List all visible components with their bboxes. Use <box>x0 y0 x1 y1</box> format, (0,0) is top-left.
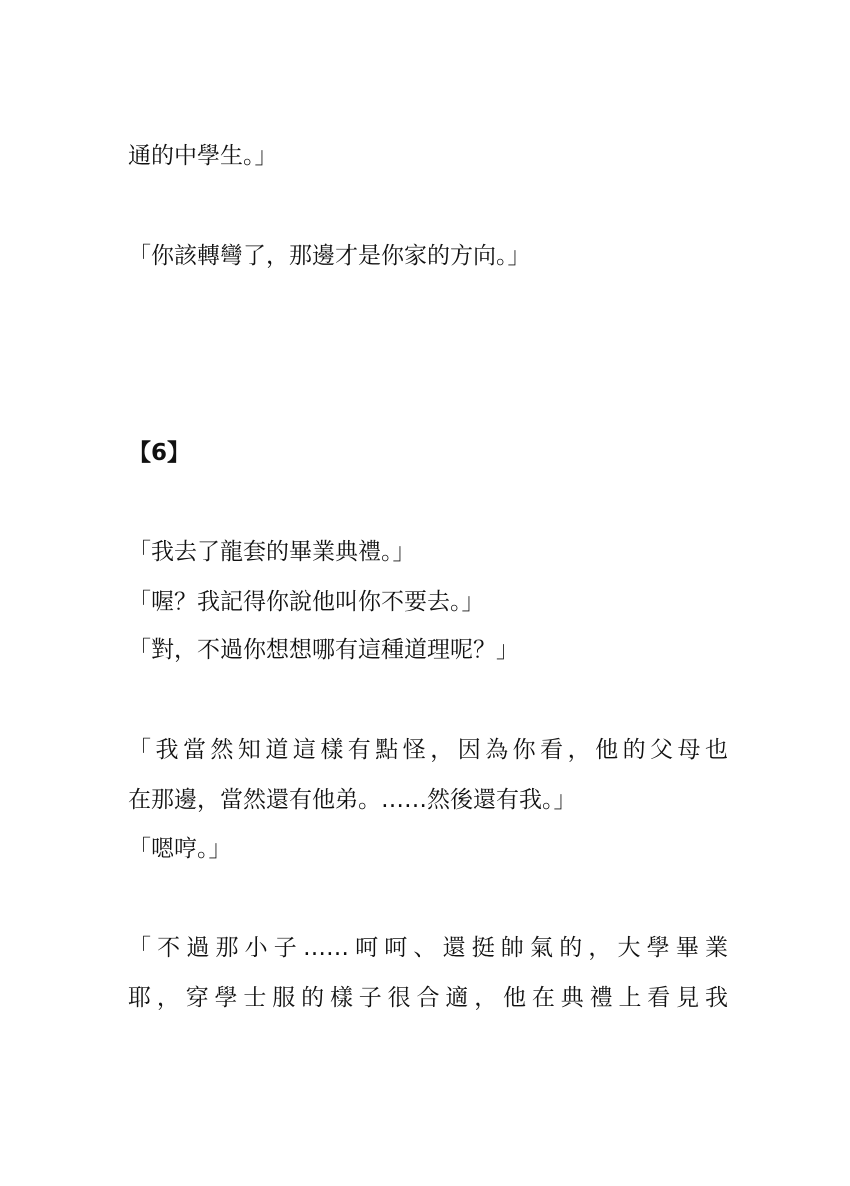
text-line-5: 「對，不過你想想哪有這種道理呢？」 <box>128 637 519 663</box>
text-line-7: 在那邊，當然還有他弟。……然後還有我。」 <box>128 787 577 813</box>
text-line-10: 耶，穿學士服的樣子很合適，他在典禮上看見我 <box>128 985 728 1011</box>
text-line-1: 通的中學生。」 <box>128 143 278 169</box>
text-line-6: 「我當然知道這樣有點怪，因為你看，他的父母也 <box>128 737 728 763</box>
text-line-2: 「你該轉彎了，那邊才是你家的方向。」 <box>128 243 531 269</box>
text-line-4: 「喔？我記得你說他叫你不要去。」 <box>128 589 485 615</box>
text-line-8: 「嗯哼。」 <box>128 836 232 862</box>
section-heading: 【6】 <box>128 440 191 466</box>
text-line-9: 「不過那小子……呵呵、還挺帥氣的，大學畢業 <box>128 935 728 961</box>
text-line-3: 「我去了龍套的畢業典禮。」 <box>128 539 416 565</box>
